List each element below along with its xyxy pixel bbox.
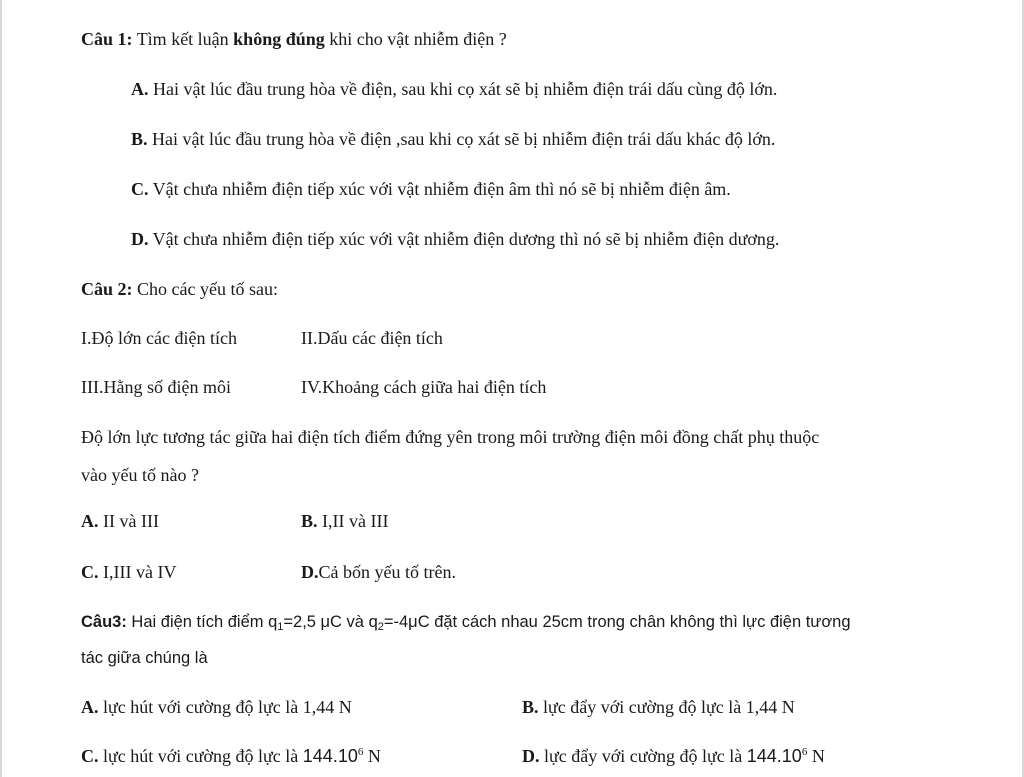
q3-stem-part-3: =-4μC đặt cách nhau 25cm trong chân không thì lực điện tương [383,613,851,631]
q3-option-b [522,696,795,718]
q3-option-a [81,696,352,718]
q1-option-c-letter: C. [131,179,149,199]
q2-option-a-text: II và III [98,511,159,531]
q2-option-d-text: Cả bốn yếu tố trên. [318,562,456,582]
q1-option-d [131,228,779,250]
q1-stem-after: khi cho vật nhiễm điện ? [324,29,507,49]
q1-option-d-letter: D. [131,229,149,249]
q2-option-a [81,510,159,532]
q3-subscript-2: 2 [377,621,384,633]
q3-option-c-text: lực hút với cường độ lực là [98,746,303,766]
q1-option-a [131,78,777,100]
q3-option-c-unit: N [363,746,381,766]
q2-option-c [81,561,176,583]
q3-option-d-letter: D. [522,746,540,766]
q3-option-d [522,745,825,767]
q1-option-a-text: Hai vật lúc đầu trung hòa về điện, sau khi cọ xát sẽ bị nhiễm điện trái dấu cùng độ lớn. [148,79,778,99]
q1-stem-bold: không đúng [233,29,325,49]
q3-label: Câu3: [81,613,127,631]
q1-stem-before: Tìm kết luận [132,29,234,49]
q1-option-b-letter: B. [131,129,148,149]
q3-option-c [81,745,381,767]
q3-option-a-letter: A. [81,697,99,717]
q3-stem-part-2: =2,5 μC và q [283,613,378,631]
q2-factor-2: II.Dấu các điện tích [301,328,443,348]
q3-option-d-number: 144.10 [746,746,802,766]
q1-option-c [131,178,731,200]
q2-option-c-text: I,III và IV [98,562,177,582]
q1-option-a-letter: A. [131,79,149,99]
q3-option-c-letter: C. [81,746,99,766]
q3-option-a-text: lực hút với cường độ lực là 1,44 N [98,697,352,717]
q2-label: Câu 2: [81,279,133,299]
q2-factor-4: IV.Khoảng cách giữa hai điện tích [301,377,547,397]
q1-label: Câu 1: [81,29,133,49]
q1-option-b-text: Hai vật lúc đầu trung hòa về điện ,sau khi cọ xát sẽ bị nhiễm điện trái dấu khác độ lớn. [147,129,776,149]
q2-factor-3: III.Hằng số điện môi [81,377,231,397]
q3-stem-line-2: tác giữa chúng là [81,649,208,667]
q3-option-d-text: lực đẩy với cường độ lực là [539,746,747,766]
q2-option-a-letter: A. [81,511,99,531]
q3-subscript-1: 1 [277,621,284,633]
q3-option-d-unit: N [807,746,825,766]
q2-option-b-text: I,II và III [317,511,389,531]
q3-option-b-letter: B. [522,697,539,717]
q3-option-d-exponent: 6 [801,746,808,758]
q2-option-b [301,510,388,532]
q1-option-d-text: Vật chưa nhiễm điện tiếp xúc với vật nhiễm điện dương thì nó sẽ bị nhiễm điện dương. [148,229,780,249]
q2-stem-text: Cho các yếu tố sau: [132,279,278,299]
q3-option-c-number: 144.10 [302,746,358,766]
q3-stem [81,611,851,633]
q3-stem-part-1: Hai điện tích điểm q [126,613,278,631]
q2-factor-1: I.Độ lớn các điện tích [81,328,237,348]
q3-option-b-text: lực đẩy với cường độ lực là 1,44 N [538,697,795,717]
q2-option-d-letter: D. [301,562,319,582]
q3-option-c-exponent: 6 [357,746,364,758]
q2-stem [81,278,278,300]
q2-option-c-letter: C. [81,562,99,582]
q2-option-d [301,561,456,583]
q1-stem [81,28,507,50]
q1-option-c-text: Vật chưa nhiễm điện tiếp xúc với vật nhiễm điện âm thì nó sẽ bị nhiễm điện âm. [148,179,731,199]
q2-option-b-letter: B. [301,511,318,531]
q2-question-line-1: Độ lớn lực tương tác giữa hai điện tích điểm đứng yên trong môi trường điện môi đồng chất phụ thuộc [81,427,820,447]
q2-question-line-2: vào yếu tố nào ? [81,465,199,485]
q1-option-b [131,128,775,150]
